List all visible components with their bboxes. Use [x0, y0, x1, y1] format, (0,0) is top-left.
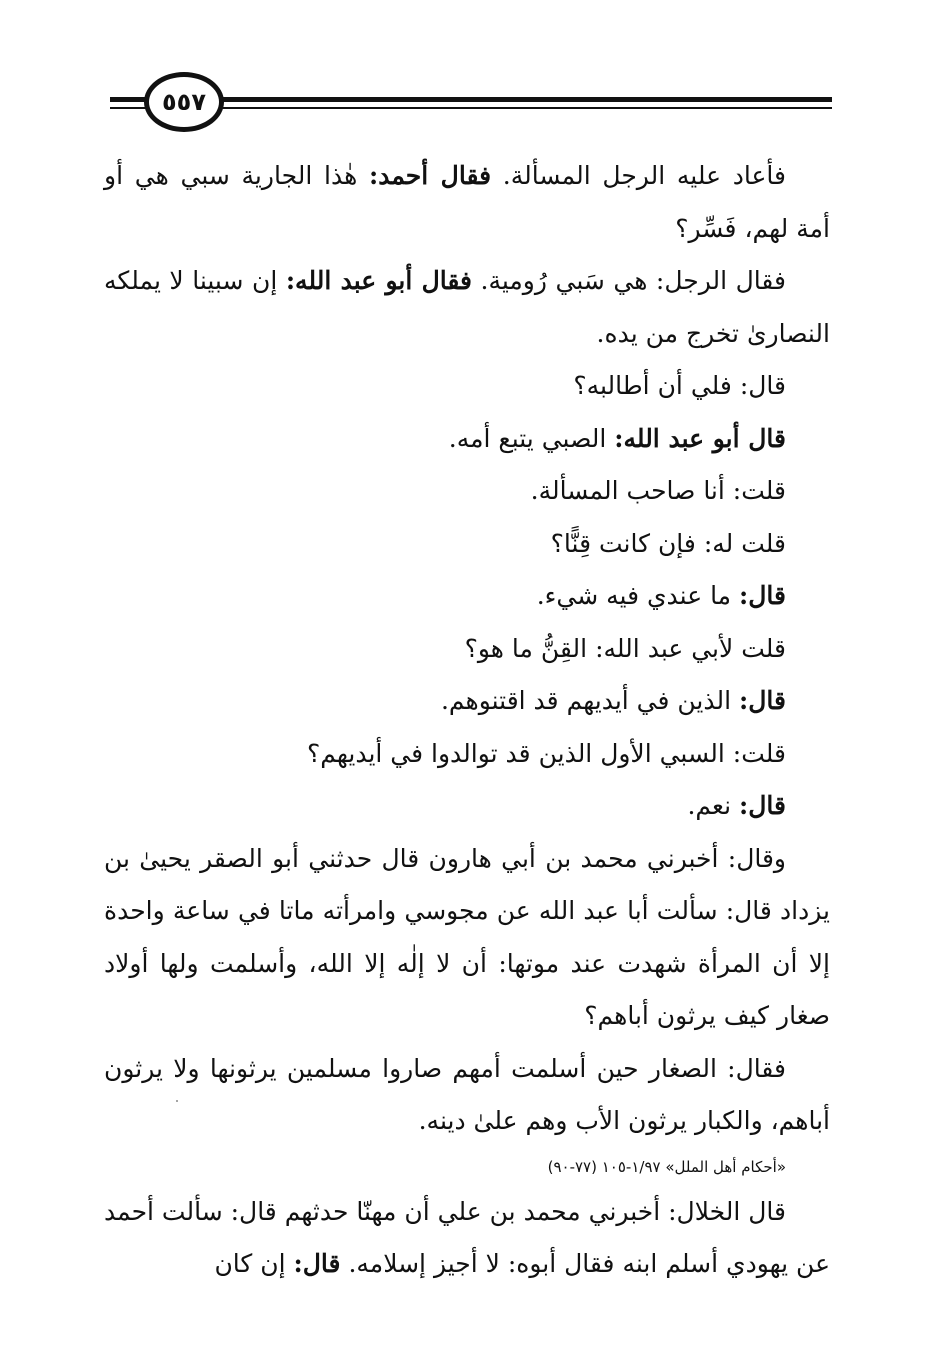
dialog-line-2 [104, 413, 830, 466]
paragraph-5 [104, 1186, 830, 1291]
dialog-7-speaker: قال: [739, 686, 786, 715]
paragraph-2-text-b: إن سبينا لا يملكه النصارىٰ تخرج من يده. [104, 266, 830, 348]
dialog-6-text: القِنُّ ما هو؟ [464, 633, 588, 663]
paragraph-2-text-a: فقال الرجل: هي سَبي رُومية. [480, 266, 786, 295]
dialog-line-7 [104, 675, 830, 728]
dialog-8-text: السبي الأول الذين قد توالدوا في أيديهم؟ [306, 738, 725, 768]
page-header [110, 70, 832, 136]
paragraph-2-speaker: فقال أبو عبد الله: [285, 266, 472, 295]
dialog-4-text: فإن كانت قِنًّا؟ [550, 528, 696, 558]
paragraph-1 [104, 150, 830, 255]
dialog-4-speaker: قلت له: [703, 528, 786, 558]
dialog-3-text: أنا صاحب المسألة. [530, 476, 725, 505]
page-body [104, 150, 830, 1291]
paragraph-1-speaker: فقال أحمد: [369, 161, 492, 190]
dialog-line-6 [104, 623, 830, 676]
dialog-line-9 [104, 780, 830, 833]
dialog-8-speaker: قلت: [732, 738, 786, 768]
scan-speck [176, 1100, 178, 1102]
paragraph-5-text-a: قال الخلال: أخبرني محمد بن علي أن مهنّا حدثهم قال: سألت أحمد عن يهودي أسلم ابنه فقال أبوه: لا أجيز إسلامه. [104, 1196, 830, 1278]
source-citation: «أحكام أهل الملل» ١/٩٧-١٠٥ (٧٧-٩٠) [547, 1157, 786, 1176]
dialog-line-5 [104, 570, 830, 623]
dialog-6-speaker: قلت لأبي عبد الله: [595, 633, 786, 663]
dialog-1-text: فلي أن أطالبه؟ [573, 371, 732, 400]
dialog-2-text: الصبي يتبع أمه. [448, 423, 607, 453]
dialog-line-4 [104, 518, 830, 571]
paragraph-3: وقال: أخبرني محمد بن أبي هارون قال حدثني أبو الصقر يحيىٰ بن يزداد قال: سألت أبا عبد الله عن مجوسي وامرأته ماتا في ساعة واحدة إلا أن المرأة شهدت عند موتها: أن لا إلٰه إلا الله، وأسلمت ولها أولاد صغار كيف يرثون أباهم؟ [104, 843, 830, 1030]
dialog-line-1 [104, 360, 830, 413]
paragraph-1-text-a: فأعاد عليه الرجل المسألة. [502, 161, 786, 190]
dialog-3-speaker: قلت: [732, 476, 786, 505]
page-number: ٥٥٧ [162, 88, 206, 116]
dialog-line-8 [104, 728, 830, 781]
paragraph-5-text-b: إن كان [214, 1249, 286, 1278]
paragraph-2 [104, 255, 830, 360]
dialog-9-speaker: قال: [739, 791, 786, 820]
paragraph-4: فقال: الصغار حين أسلمت أمهم صاروا مسلمين يرثونها ولا يرثون أباهم، والكبار يرثون الأب وهم علىٰ دينه. [104, 1053, 830, 1135]
dialog-9-text: نعم. [687, 791, 732, 820]
dialog-5-text: ما عندي فيه شيء. [536, 581, 732, 610]
dialog-5-speaker: قال: [739, 581, 786, 610]
page-number-oval [144, 72, 224, 132]
dialog-7-text: الذين في أيديهم قد اقتنوهم. [440, 686, 732, 715]
dialog-line-3 [104, 465, 830, 518]
paragraph-5-speaker: قال: [293, 1249, 341, 1278]
paragraph-1-text-b: هٰذا الجارية سبي هي أو أمة لهم، فَسِّر؟ [104, 161, 830, 243]
dialog-2-speaker: قال أبو عبد الله: [614, 423, 786, 453]
dialog-1-speaker: قال: [739, 371, 786, 400]
